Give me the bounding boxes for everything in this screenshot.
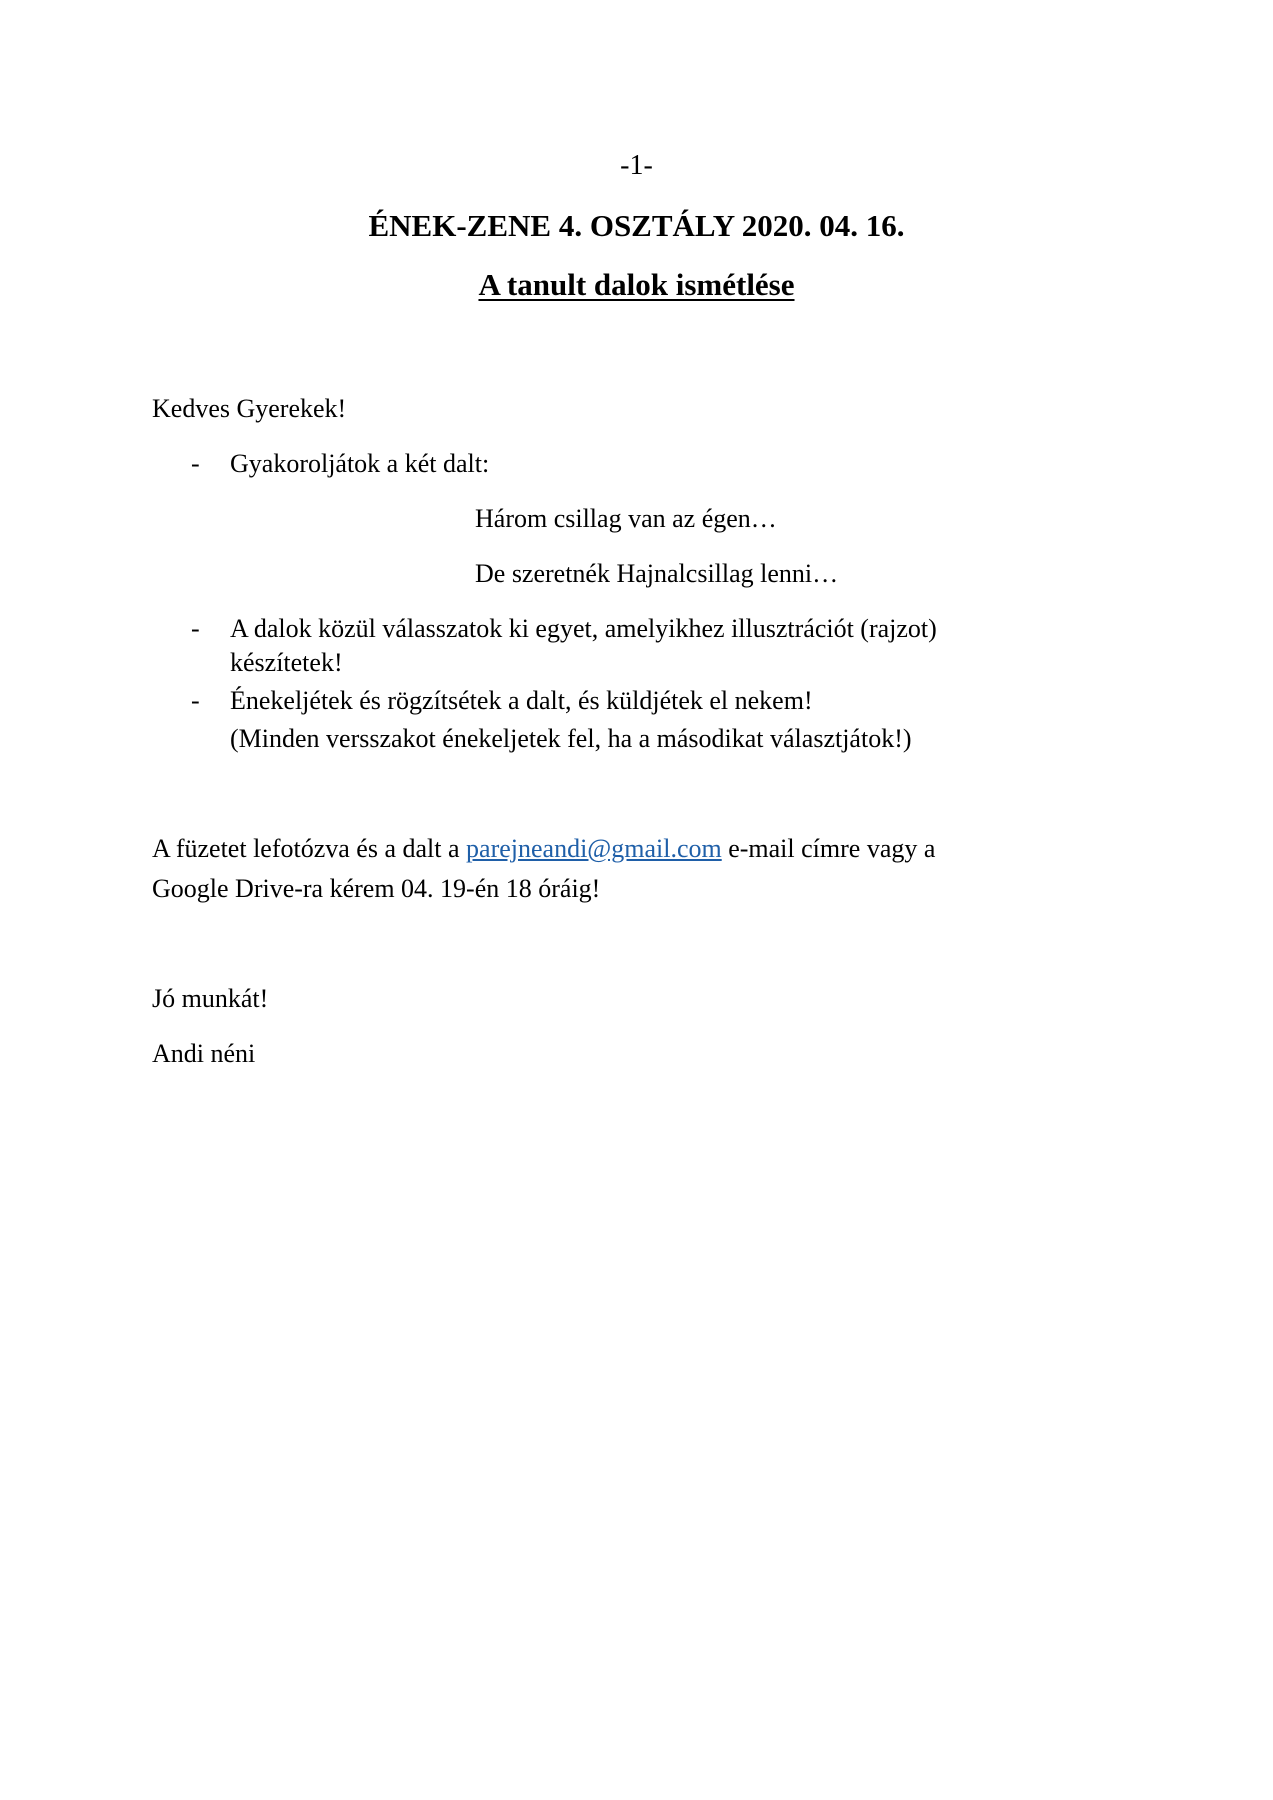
subtitle-text: A tanult dalok ismétlése: [478, 267, 795, 302]
task-2-line-2: készítetek!: [230, 648, 343, 677]
email-link[interactable]: parejneandi@gmail.com: [466, 834, 722, 863]
task-bullet: -: [191, 686, 200, 715]
task-1-line-1: Gyakoroljátok a két dalt:: [230, 449, 490, 478]
task-2-line-1: A dalok közül válasszatok ki egyet, amelyikhez illusztrációt (rajzot): [230, 614, 937, 643]
page-title: ÉNEK-ZENE 4. OSZTÁLY 2020. 04. 16.: [368, 208, 905, 243]
page-number: -1-: [620, 150, 653, 181]
task-3-line-1: Énekeljétek és rögzítsétek a dalt, és küldjétek el nekem!: [230, 686, 813, 715]
submission-text-before: A füzetet lefotózva és a dalt a: [152, 834, 467, 863]
closing: Jó munkát!: [152, 984, 269, 1013]
task-bullet: -: [191, 614, 200, 643]
signature: Andi néni: [152, 1039, 256, 1068]
song-1: Három csillag van az égen…: [475, 504, 777, 533]
greeting: Kedves Gyerekek!: [152, 394, 347, 423]
task-3-line-2: (Minden versszakot énekeljetek fel, ha a másodikat választjátok!): [230, 724, 912, 753]
submission-text-after: e-mail címre vagy a: [721, 834, 936, 863]
task-bullet: -: [191, 449, 200, 478]
submission-line-1: [152, 834, 935, 864]
submission-line-2: Google Drive-ra kérem 04. 19-én 18 óráig!: [152, 874, 601, 903]
page-subtitle: [0, 267, 1273, 303]
song-2: De szeretnék Hajnalcsillag lenni…: [475, 559, 839, 588]
